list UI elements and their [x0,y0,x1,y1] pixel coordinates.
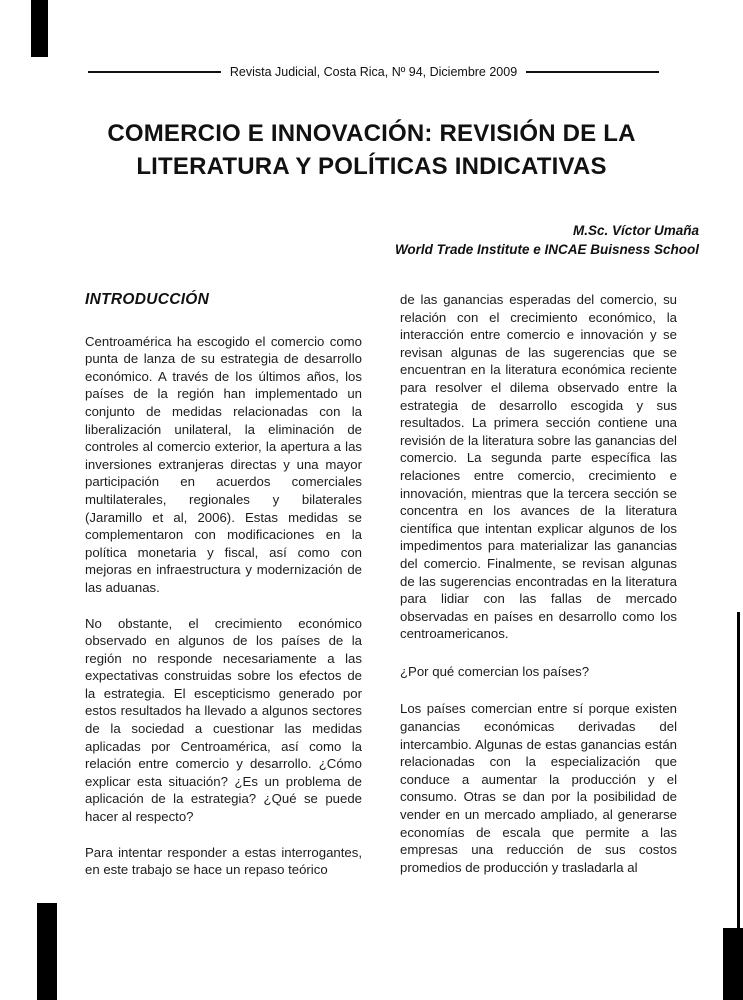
article-body [85,291,677,897]
journal-header-text: Revista Judicial, Costa Rica, Nº 94, Diciembre 2009 [229,65,518,79]
journal-header [88,65,659,79]
author-name: M.Sc. Víctor Umaña [572,223,699,238]
section-heading-introduccion: INTRODUCCIÓN [85,291,210,308]
article-title [0,117,743,183]
left-column [85,291,362,897]
article-title-line2: LITERATURA Y POLÍTICAS INDICATIVAS [136,153,607,180]
paragraph: No obstante, el crecimiento económico observado en algunos de los países de la región no responde necesariamente a las expectativas construidas sobre los efectos de la estrategia. El escepticismo generado por estos resultados ha llevado a algunos sectores de la sociedad a cuestionar las medidas aplicadas por Centroamérica, así como la relación entre comercio y desarrollo. ¿Cómo explicar esta situación? ¿Es un problema de aplicación de la estrategia? ¿Qué se puede hacer al respecto? [85,615,362,825]
paragraph: de las ganancias esperadas del comercio, su relación con el crecimiento económico, la interacción entre comercio e innovación y se revisan algunas de las sugerencias que se encuentran en la literatura económica reciente para resolver el dilema observado entre la estrategia de desarrollo escogida y sus resultados. La primera sección contiene una revisión de la literatura sobre las ganancias del comercio. La segunda parte específica las relaciones entre comercio, crecimiento e innovación, mientras que la tercera sección se concentra en los avances de la literatura científica que intentan explicar algunos de los impedimentos para materializar las ganancias del comercio. Finalmente, se revisan algunas de las sugerencias encontradas en la literatura para lidiar con las fallas de mercado observadas en países en desarrollo como los centroamericanos. [400,292,677,642]
paragraph: Los países comercian entre sí porque existen ganancias económicas derivadas del intercambio. Algunas de estas ganancias están relacionadas con la especialización que conduce a aumentar la producción y el consumo. Otras se dan por la posibilidad de vender en un mercado ampliado, al generarse economías de escala que permite a las empresas una reducción de sus costos promedios de producción y trasladarla al [400,701,677,875]
scan-artifact-top-left [31,0,48,57]
header-rule-left [88,71,221,73]
author-affiliation: World Trade Institute e INCAE Buisness School [394,242,699,257]
scan-artifact-bottom-right [723,928,743,1000]
right-column [400,291,677,897]
author-block [0,221,699,259]
subheading-question: ¿Por qué comercian los países? [400,663,590,679]
article-title-line1: COMERCIO E INNOVACIÓN: REVISIÓN DE LA [107,120,636,147]
scan-artifact-bottom-left [37,903,57,1000]
header-rule-right [526,71,659,73]
paragraph: Centroamérica ha escogido el comercio como punta de lanza de su estrategia de desarrollo económico. A través de los últimos años, los países de la región han implementado un conjunto de medidas relacionadas con la liberalización unilateral, la eliminación de controles al comercio exterior, la apertura a las inversiones extranjeras directas y una mayor participación en acuerdos comerciales multilaterales, regionales y bilaterales (Jaramillo et al, 2006). Estas medidas se complementaron con modificaciones en la política monetaria y fiscal, así como con mejoras en infraestructura y modernización de las aduanas. [85,333,362,595]
paragraph: Para intentar responder a estas interrogantes, en este trabajo se hace un repaso teórico [85,844,362,878]
